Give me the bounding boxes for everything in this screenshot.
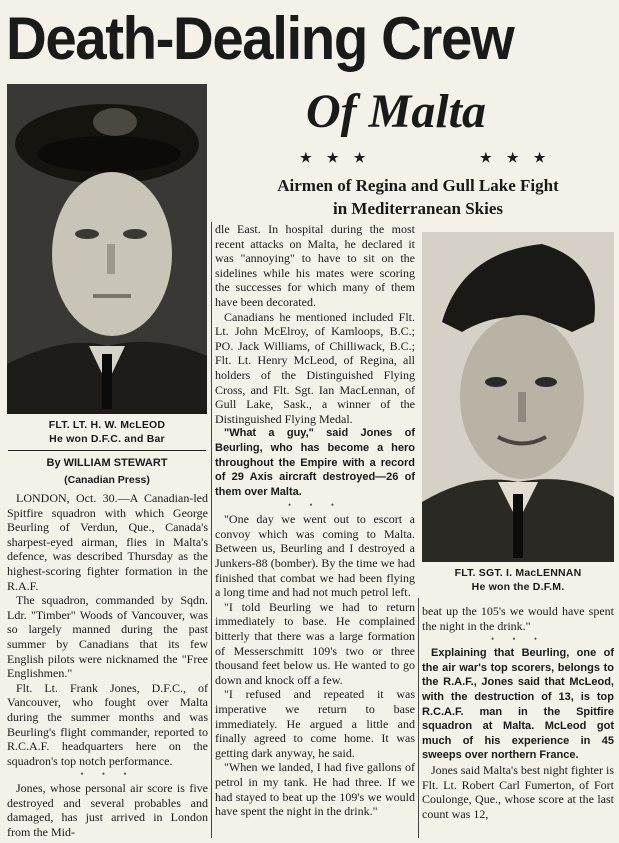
headline: Death-Dealing Crew (6, 5, 514, 72)
caption-maclennan (422, 566, 614, 594)
rule-under-caption (8, 450, 206, 451)
caption-mcleod-note: He won D.F.C. and Bar (49, 433, 165, 445)
byline: By WILLIAM STEWART (46, 457, 168, 469)
column-divider-2 (418, 598, 419, 838)
caption-maclennan-note: He won the D.F.M. (471, 581, 565, 593)
section-dots: • • • (491, 634, 545, 645)
col1-paragraph: Flt. Lt. Frank Jones, D.F.C., of Vancouver, who fought over Malta during the summer months and was Beurling's flight commander, reported to R.C.A.F. headquarters here on the squadron's top notch performance. (7, 680, 208, 768)
caption-mcleod-name: FLT. LT. H. W. McLEOD (48, 419, 166, 431)
col1-paragraph: LONDON, Oct. 30.—A Canadian-led Spitfire squadron with which George Beurling of Verdun, Que., Canada's sharpest-eyed airman, flies in Malta's defence, was described Thursday as the highest-scoring fighter formation in the R.A.F. (7, 491, 208, 593)
portrait-maclennan (422, 232, 614, 562)
caption-maclennan-name: FLT. SGT. I. MacLENNAN (454, 567, 582, 579)
col1-paragraph: The squadron, commanded by Sqdn. Ldr. "Timber" Woods of Vancouver, was so largely manned during the past summer by Canadians that its few English pilots were nicknamed the "Free Englishmen." (7, 593, 208, 681)
col2-paragraph: "One day we went out to escort a convoy which was coming to Malta. Between us, Beurling and I destroyed a Junkers-88 (bomber). By the time we had finished that combat we had been flying a long time and had not much petrol left. (215, 512, 415, 600)
agency: (Canadian Press) (64, 474, 150, 486)
col1-paragraph: Jones, whose personal air score is five destroyed and several probables and damaged, has just arrived in London from the Mid- (7, 781, 208, 840)
column-3 (422, 604, 614, 821)
column-1 (7, 491, 208, 840)
subhead: Of Malta (306, 85, 486, 138)
col3-paragraph: Jones said Malta's best night fighter is Flt. Lt. Robert Carl Fumerton, of Fort Coulonge, Que., whose score at the last count was 12, (422, 762, 614, 821)
caption-mcleod (7, 418, 207, 446)
stars-left: ★ ★ ★ (300, 150, 372, 165)
col2-paragraph: "I refused and repeated it was imperative we return to base immediately. He argued a little and finally agreed to come home. It was getting dark anyway, he said. (215, 687, 415, 760)
col2-paragraph: "When we landed, I had five gallons of petrol in my tank. He had three. If we had stayed to beat up the 109's we would have spent the night in the drink." (215, 760, 415, 819)
deck-line-1: Airmen of Regina and Gull Lake Fight (277, 176, 559, 195)
col2-paragraph: "I told Beurling we had to return immediately to base. He complained bitterly that there was a large formation of Messerschmitt 109's two or three thousand feet below us. He wanted to go down and knock off a few. (215, 599, 415, 687)
section-dots: • • • (288, 500, 342, 511)
section-dots: • • • (80, 769, 135, 780)
col2-paragraph-bold: "What a guy," said Jones of Beurling, who has become a hero throughout the Empire with a record of 29 Axis aircraft destroyed—26 of them over Malta. (215, 427, 415, 498)
portrait-mcleod (7, 84, 207, 414)
col3-paragraph: beat up the 105's we would have spent the night in the drink." (422, 604, 614, 633)
column-2 (215, 222, 415, 819)
deck (220, 174, 616, 220)
stars-right: ★ ★ ★ (480, 150, 552, 165)
column-divider-1 (211, 222, 212, 838)
deck-line-2: in Mediterranean Skies (333, 199, 503, 218)
col3-paragraph-bold: Explaining that Beurling, one of the air war's top scorers, belongs to the R.A.F., Jones said that McLeod, with the destruction of 13, is top R.C.A.F. man in the Spitfire squadron at Malta. McLeod got much of his experience in 45 sweeps over northern France. (422, 647, 614, 762)
col2-paragraph: Canadians he mentioned included Flt. Lt. John McElroy, of Kamloops, B.C.; PO. Jack Williams, of Chilliwack, B.C.; Flt. Lt. Henry McLeod, of Regina, all holders of the Distinguished Flying Cross, and Flt. Sgt. Ian MacLennan, of Gull Lake, Sask., a winner of the Distinguished Flying Medal. (215, 309, 415, 426)
col2-paragraph: dle East. In hospital during the most recent attacks on Malta, he declared it was "annoying" to have to sit on the sidelines while his mates were scoring the successes for which many of them have been decorated. (215, 222, 415, 309)
